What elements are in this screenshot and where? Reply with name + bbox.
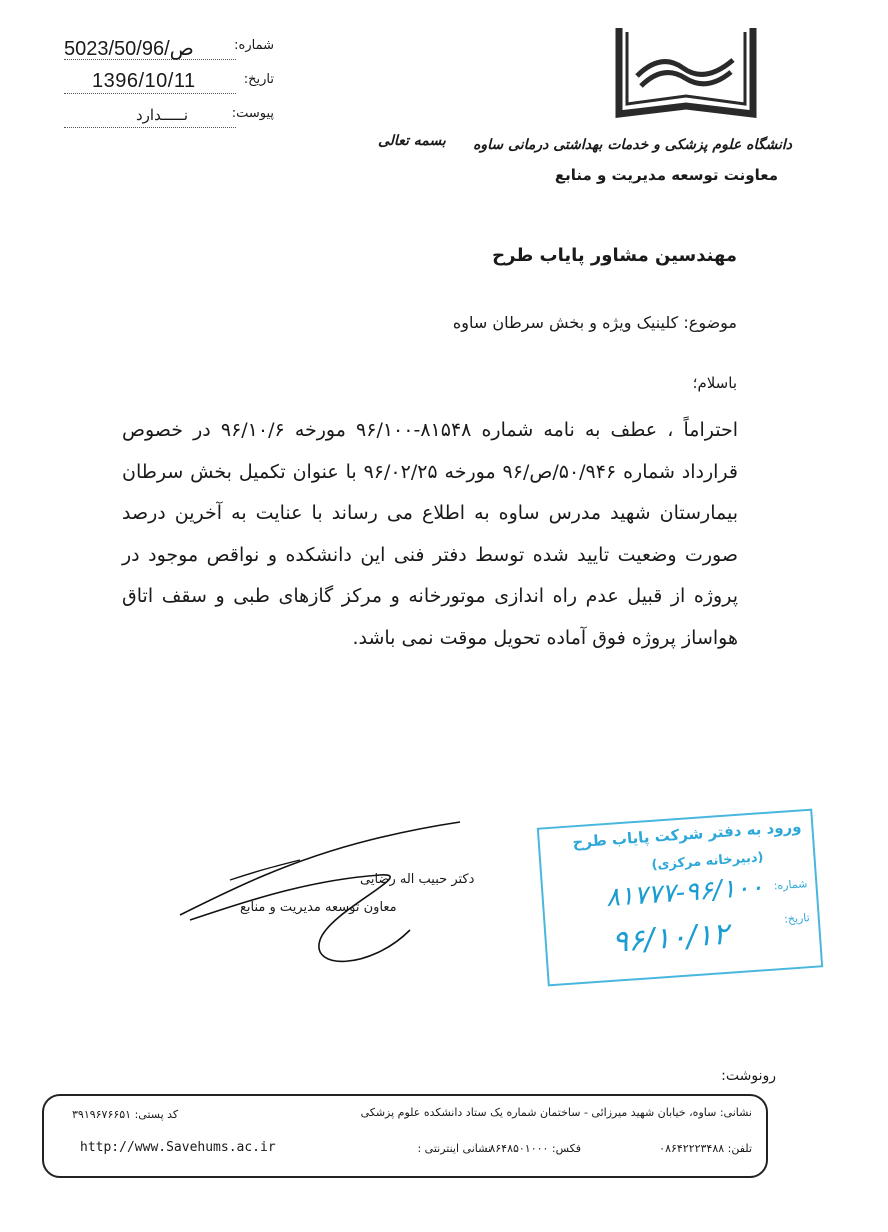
letter-number-row — [64, 36, 274, 62]
recipient: مهندسین مشاور پایاب طرح — [492, 245, 737, 266]
letter-date-label: تاریخ: — [243, 72, 274, 87]
university-name: دانشگاه علوم پزشکی و خدمات بهداشتی درمانی ساوه — [473, 137, 792, 153]
book-waves-logo-icon — [613, 24, 759, 124]
subject-line: موضوع: کلینیک ویژه و بخش سرطان ساوه — [452, 313, 737, 332]
letter-body: احتراماً ، عطف به نامه شماره ۸۱۵۴۸-۹۶/۱۰۰ مورخه ۹۶/۱۰/۶ در خصوص قرارداد شماره ۵۰/۹۴۶/ص/۹۶ مورخه ۹۶/۰۲/۲۵ با عنوان تکمیل بخش سرطان بیمارستان شهید مدرس ساوه به اطلاع می رساند با عنایت به آخرین درصد صورت وضعیت تایید شده توسط دفتر فنی این دانشکده و نواقص موجود در پروژه از قبیل عدم راه اندازی موتورخانه و مرکز گازهای طبی و سقف اتاق هواساز پروژه فوق آماده تحویل موقت نمی باشد. — [122, 419, 738, 649]
letter-number-label: شماره: — [234, 38, 274, 53]
stamp-title: ورود به دفتر شرکت پایاب طرح — [571, 817, 802, 852]
stamp-date: ۹۶/۱۰/۱۲ — [610, 916, 730, 960]
dotted-line — [64, 93, 236, 94]
attachment-label: پیوست: — [231, 106, 274, 121]
received-stamp — [537, 809, 823, 987]
footer-web-label: نشانی اینترنتی : — [417, 1142, 491, 1155]
cc-label: رونوشت: — [721, 1068, 776, 1084]
footer-fax: فکس: ۰۸۶۴۸۵۰۱۰۰۰ — [483, 1142, 581, 1155]
greeting: باسلام؛ — [692, 374, 737, 392]
attachment-row — [64, 104, 274, 130]
department-name: معاونت توسعه مدیریت و منابع — [554, 166, 778, 184]
signatory-name: دکتر حبیب اله رضایی — [360, 872, 475, 887]
stamp-date-label: تاریخ: — [783, 911, 811, 926]
footer-box — [42, 1094, 768, 1178]
letter-date: 1396/10/11 — [92, 70, 196, 92]
stamp-subtitle: (دبیرخانه مرکزی) — [651, 850, 764, 873]
signatory-title: معاون توسعه مدیریت و منابع — [240, 900, 397, 915]
letter-date-row — [64, 70, 274, 96]
footer-phone: تلفن: ۰۸۶۴۲۲۲۳۴۸۸ — [659, 1142, 752, 1155]
footer-postal-code: کد پستی: ۳۹۱۹۶۷۶۶۵۱ — [72, 1108, 179, 1121]
attachment-value: نـــــدارد — [136, 107, 189, 124]
footer-address: نشانی: ساوه، خیابان شهید میرزائی - ساختمان شماره یک ستاد دانشکده علوم پزشکی — [360, 1106, 752, 1119]
bismillah: بسمه تعالی — [378, 133, 446, 149]
letter-number: 5023/50/ص/96 — [64, 38, 194, 60]
handwritten-signature — [170, 820, 470, 970]
stamp-number: ۸۱۷۷۷-۹۶/۱۰۰ — [605, 872, 765, 914]
footer-website-link[interactable]: http://www.Savehums.ac.ir — [80, 1140, 276, 1155]
dotted-line — [64, 127, 236, 128]
dotted-line — [64, 59, 236, 60]
stamp-number-label: شماره: — [773, 877, 808, 893]
